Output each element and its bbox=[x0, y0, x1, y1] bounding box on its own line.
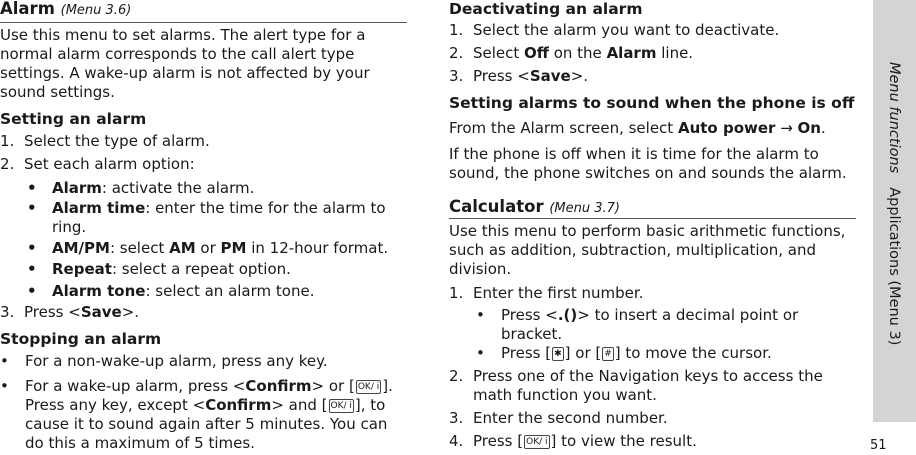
calculator-heading: Calculator (Menu 3.7) bbox=[449, 197, 620, 216]
step-2: 2. Set each alarm option: bbox=[0, 155, 195, 173]
deact-step-3: 3. Press <Save>. bbox=[449, 67, 589, 85]
heading-rule bbox=[449, 218, 856, 219]
sidebar-label: Menu functions Applications (Menu 3) bbox=[886, 62, 903, 346]
hash-key-icon: # bbox=[604, 349, 612, 359]
option-am-pm: • AM/PM: select AM or PM in 12-hour format. bbox=[27, 239, 389, 257]
deact-step-2: 2. Select Off on the Alarm line. bbox=[449, 44, 694, 62]
calc-cursor-bullet: • Press [ ✱ ] or [ # ] to move the cursor. bbox=[476, 344, 772, 362]
ok-key-icon: OK/ i bbox=[526, 437, 548, 447]
section-sidebar-tab bbox=[873, 0, 916, 422]
option-alarm-time: • Alarm time: enter the time for the alarm to ring. bbox=[27, 199, 386, 236]
phone-off-description: If the phone is off when it is time for the alarm to sound, the phone switches on and sounds the alarm. bbox=[449, 145, 847, 182]
step-1: 1. Select the type of alarm. bbox=[0, 132, 210, 150]
calc-decimal-bullet: • Press <.()> to insert a decimal point or bracket. bbox=[476, 306, 799, 343]
calc-step-3: 3. Enter the second number. bbox=[449, 409, 668, 427]
phone-off-heading: Setting alarms to sound when the phone is off bbox=[449, 94, 855, 112]
deact-step-1: 1. Select the alarm you want to deactivate. bbox=[449, 21, 780, 39]
alarm-intro: Use this menu to set alarms. The alert type for a normal alarm corresponds to the call alert type settings. A wake-up alarm is not affected by your sound settings. bbox=[0, 26, 370, 101]
deactivating-alarm-heading: Deactivating an alarm bbox=[449, 0, 643, 18]
stop-item-2: • For a wake-up alarm, press <Confirm> or [ OK/ i ]. Press any key, except <Confirm> and [ OK/ i ], to cause it to sound again after 5 minutes. You can do this a maximum of 5 times. bbox=[0, 377, 393, 452]
calc-step-1: 1. Enter the first number. bbox=[449, 284, 644, 302]
page-number: 51 bbox=[870, 438, 887, 453]
ok-key-icon: OK/ i bbox=[330, 401, 352, 411]
setting-alarm-heading: Setting an alarm bbox=[0, 110, 147, 128]
stopping-alarm-heading: Stopping an alarm bbox=[0, 330, 162, 348]
alarm-heading: Alarm (Menu 3.6) bbox=[0, 0, 132, 18]
star-key-icon: ✱ bbox=[554, 349, 562, 359]
option-alarm-tone: • Alarm tone: select an alarm tone. bbox=[27, 282, 315, 300]
option-alarm: • Alarm: activate the alarm. bbox=[27, 179, 255, 197]
calc-step-4: 4. Press [ OK/ i ] to view the result. bbox=[449, 432, 697, 450]
option-repeat: • Repeat: select a repeat option. bbox=[27, 260, 291, 278]
calculator-intro: Use this menu to perform basic arithmetic functions, such as addition, subtraction, multiplication, and division. bbox=[449, 222, 846, 278]
heading-rule bbox=[0, 22, 407, 23]
phone-off-step: From the Alarm screen, select Auto power → On. bbox=[449, 119, 826, 137]
step-3: 3. Press <Save>. bbox=[0, 303, 140, 321]
calc-step-2: 2. Press one of the Navigation keys to access the math function you want. bbox=[449, 367, 823, 404]
ok-key-icon: OK/ i bbox=[357, 382, 380, 392]
stop-item-1: • For a non-wake-up alarm, press any key. bbox=[0, 352, 328, 370]
